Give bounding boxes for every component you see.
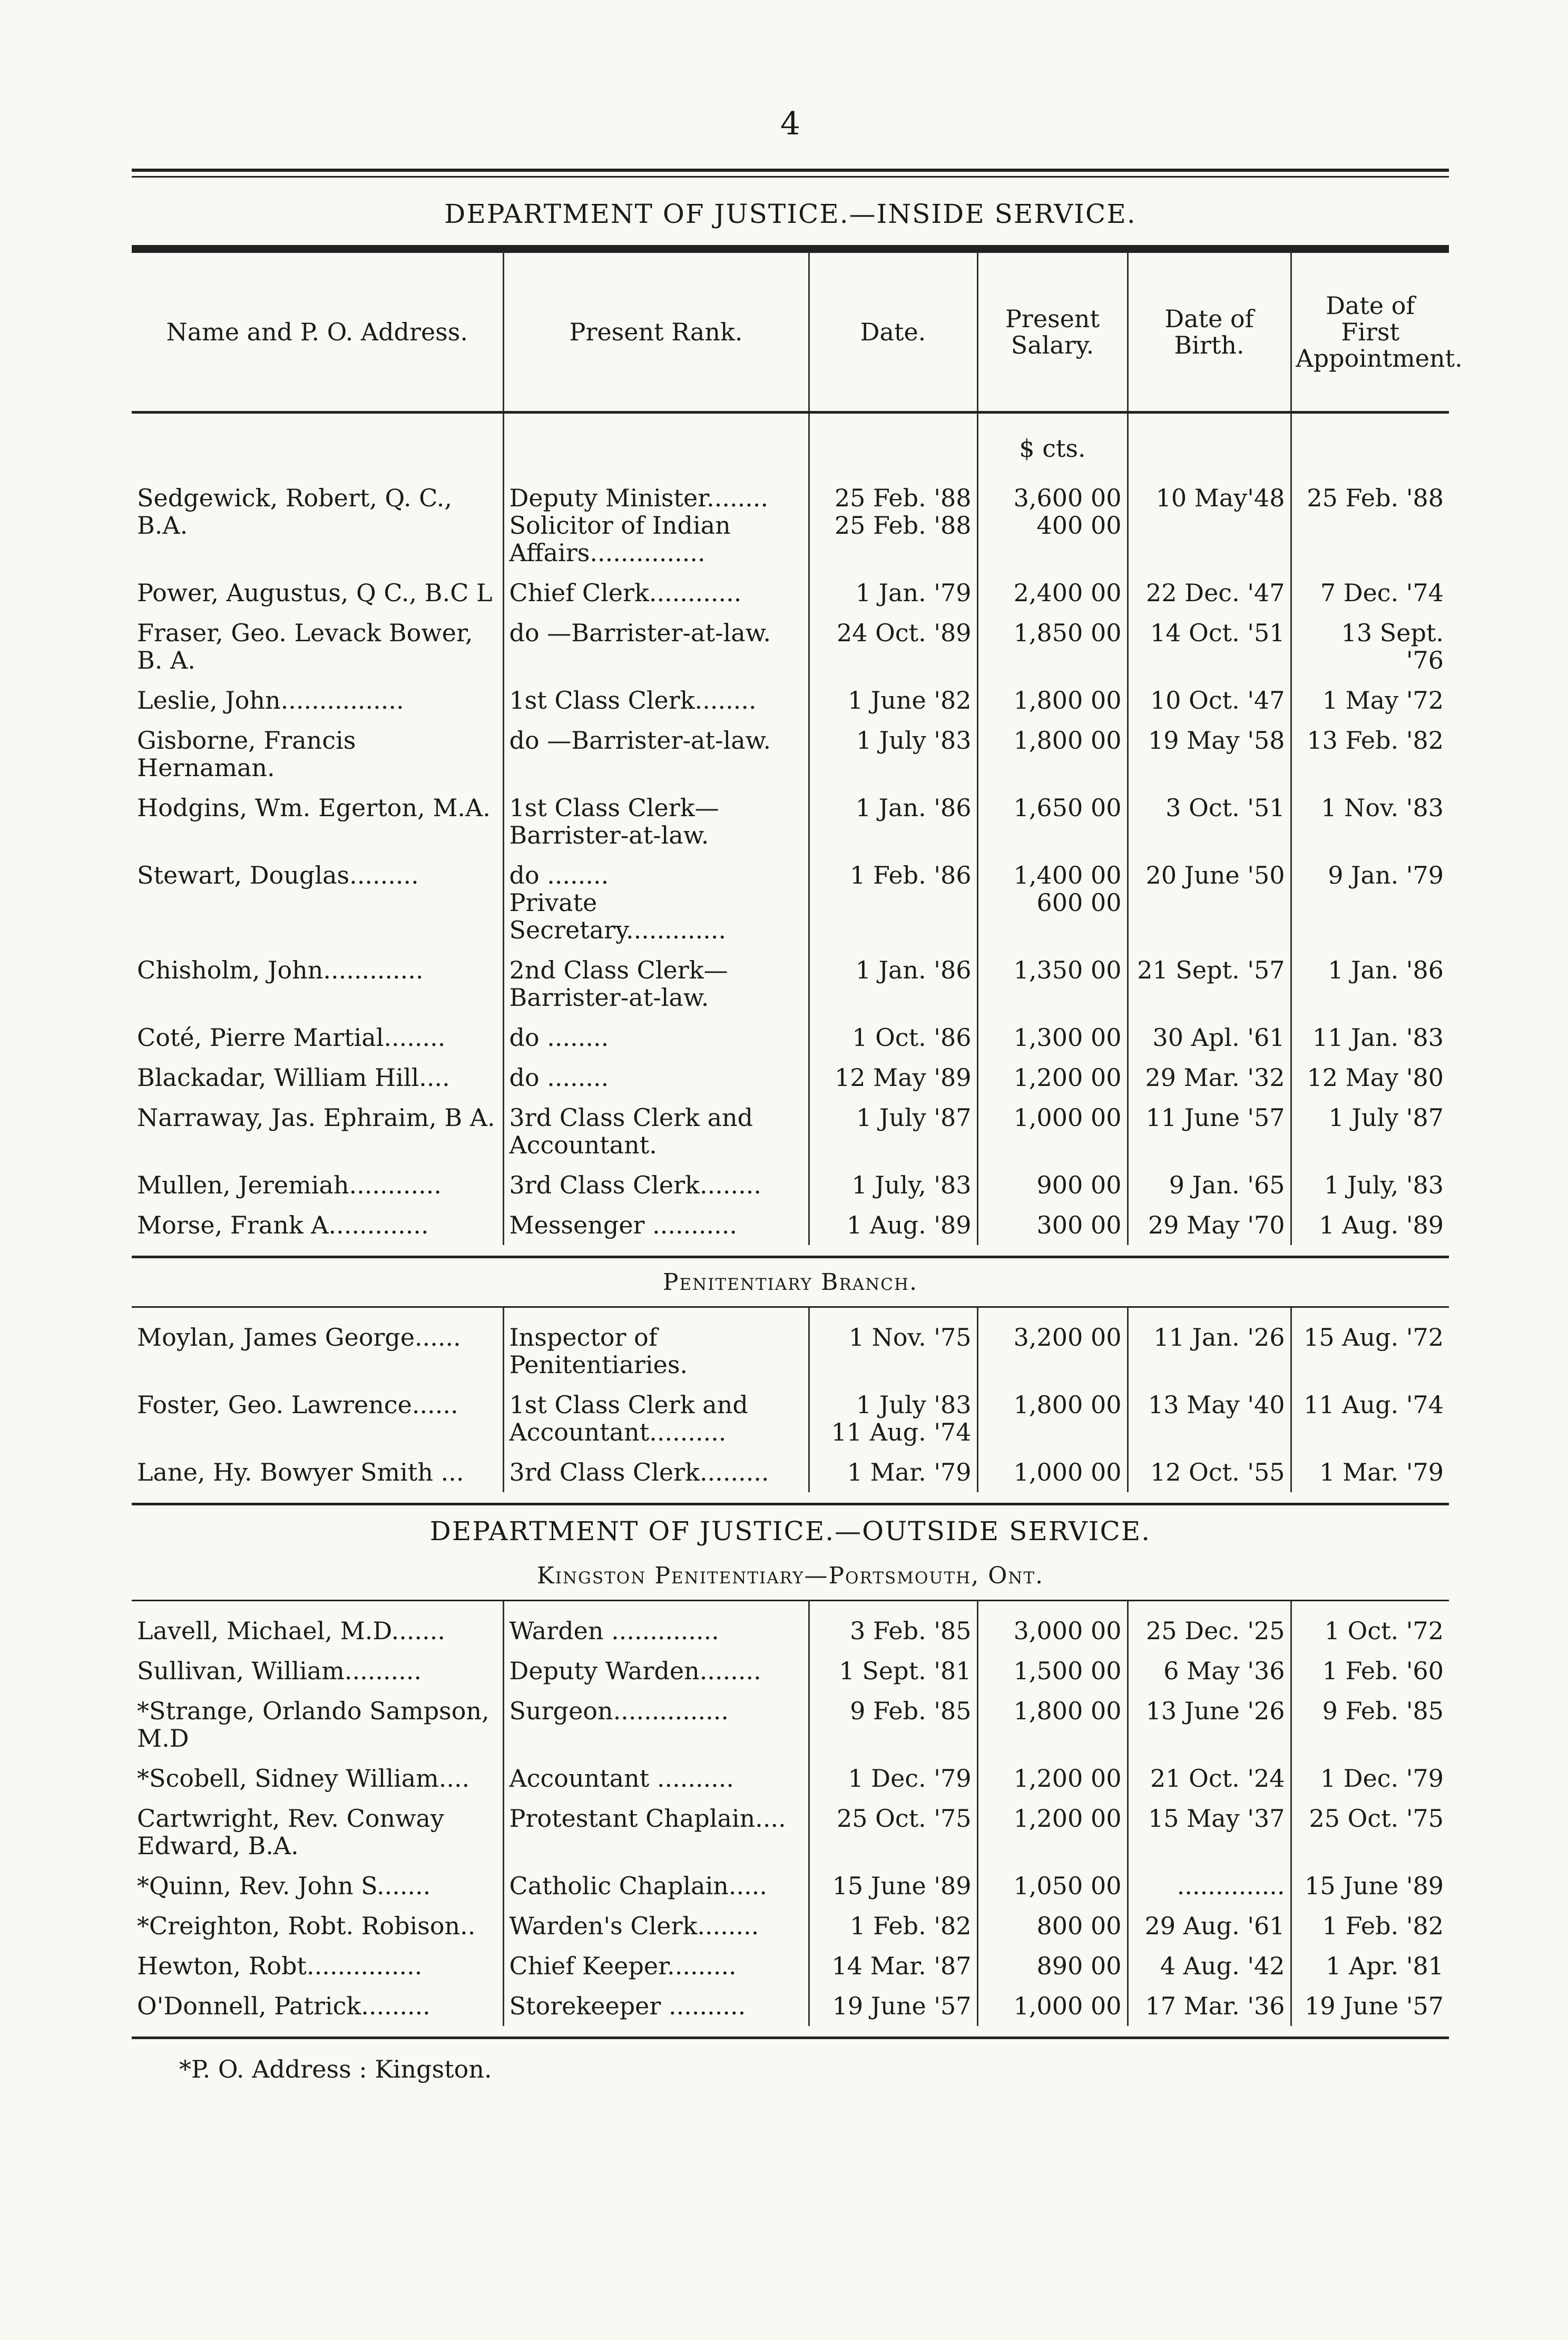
appointment-cell: 13 Feb. '82 [1291,720,1449,788]
birth-cell: 12 Oct. '55 [1128,1452,1291,1492]
table-row [132,1601,1449,1651]
name-cell: Power, Augustus, Q C., B.C L [137,579,493,607]
birth-cell: 22 Dec. '47 [1128,573,1291,613]
salary-cell: 1,850 00 [977,613,1128,680]
outside-service-table [132,1601,1449,2026]
bottom-rule [132,2037,1449,2039]
rank-cell: 1st Class Clerk........ [503,680,809,720]
rank-cell: Surgeon............... [503,1691,809,1758]
name-cell: Sullivan, William.......... [137,1657,422,1685]
appointment-cell: 9 Jan. '79 [1291,855,1449,950]
col-birth-header: Date of Birth. [1128,252,1291,413]
rank-cell: 3rd Class Clerk......... [503,1452,809,1492]
date-cell: 1 July '83 [809,720,977,788]
birth-cell: 21 Oct. '24 [1128,1758,1291,1798]
salary-cell: 1,300 00 [977,1017,1128,1058]
appointment-cell: 1 Jan. '86 [1291,950,1449,1017]
name-cell: Mullen, Jeremiah............ [137,1171,442,1199]
salary-units: $ cts. [977,413,1128,469]
rank-cell: do —Barrister-at-law. [503,720,809,788]
birth-cell: .............. [1128,1866,1291,1906]
date-cell: 1 Oct. '86 [809,1017,977,1058]
table-row [132,855,1449,950]
inside-service-heading: DEPARTMENT OF JUSTICE.—INSIDE SERVICE. [444,199,1136,229]
table-row [132,573,1449,613]
table-row [132,1651,1449,1691]
table-row [132,788,1449,855]
appointment-cell: 13 Sept. '76 [1291,613,1449,680]
rank-cell: Accountant .......... [503,1758,809,1798]
date-cell: 1 Jan. '86 [809,788,977,855]
date-cell: 1 Mar. '79 [809,1452,977,1492]
date-cell: 1 Feb. '82 [809,1906,977,1946]
salary-cell: 1,800 00 [977,680,1128,720]
appointment-cell: 7 Dec. '74 [1291,573,1449,613]
appointment-cell: 1 Nov. '83 [1291,788,1449,855]
birth-cell: 11 June '57 [1128,1098,1291,1165]
table-row [132,1058,1449,1098]
table-row [132,1906,1449,1946]
date-cell: 1 Aug. '89 [809,1205,977,1245]
rank-cell: do ........ Private Secretary............. [503,855,809,950]
birth-cell: 10 May'48 [1128,468,1291,573]
rank-cell: Protestant Chaplain.... [503,1798,809,1866]
date-cell: 14 Mar. '87 [809,1946,977,1986]
section-rule-2 [132,1503,1449,1505]
inside-service-rows [132,413,1449,1246]
birth-cell: 17 Mar. '36 [1128,1986,1291,2026]
birth-cell: 4 Aug. '42 [1128,1946,1291,1986]
name-cell: *Strange, Orlando Sampson, M.D [137,1697,489,1752]
name-cell: Gisborne, Francis Hernaman. [137,726,356,782]
salary-cell: 900 00 [977,1165,1128,1205]
birth-cell: 29 May '70 [1128,1205,1291,1245]
penitentiary-branch-heading: Penitentiary Branch. [662,1269,918,1296]
birth-cell: 14 Oct. '51 [1128,613,1291,680]
rank-cell: Storekeeper .......... [503,1986,809,2026]
salary-cell: 890 00 [977,1946,1128,1986]
rank-cell: Warden's Clerk........ [503,1906,809,1946]
salary-cell: 3,000 00 [977,1601,1128,1651]
rank-cell: Deputy Warden........ [503,1651,809,1691]
appointment-cell: 1 Dec. '79 [1291,1758,1449,1798]
rank-cell: Deputy Minister........ Solicitor of Indian Affairs............... [503,468,809,573]
col-name-header: Name and P. O. Address. [166,318,468,346]
table-row [132,613,1449,680]
date-cell: 24 Oct. '89 [809,613,977,680]
salary-cell: 1,800 00 [977,1691,1128,1758]
rank-cell: Warden .............. [503,1601,809,1651]
penitentiary-branch-table [132,1308,1449,1492]
table-row [132,1691,1449,1758]
table-row [132,1798,1449,1866]
appointment-cell: 1 July '87 [1291,1098,1449,1165]
appointment-cell: 9 Feb. '85 [1291,1691,1449,1758]
date-cell: 19 June '57 [809,1986,977,2026]
name-cell: *Quinn, Rev. John S....... [137,1872,431,1900]
name-cell: Narraway, Jas. Ephraim, B A. [137,1103,495,1132]
birth-cell: 29 Mar. '32 [1128,1058,1291,1098]
birth-cell: 29 Aug. '61 [1128,1906,1291,1946]
birth-cell: 11 Jan. '26 [1128,1308,1291,1385]
date-cell: 9 Feb. '85 [809,1691,977,1758]
name-cell: Cartwright, Rev. Conway Edward, B.A. [137,1804,444,1860]
appointment-cell: 12 May '80 [1291,1058,1449,1098]
birth-cell: 25 Dec. '25 [1128,1601,1291,1651]
salary-cell: 1,400 00 600 00 [977,855,1128,950]
birth-cell: 9 Jan. '65 [1128,1165,1291,1205]
appointment-cell: 15 Aug. '72 [1291,1308,1449,1385]
table-row [132,1758,1449,1798]
table-row [132,720,1449,788]
salary-cell: 2,400 00 [977,573,1128,613]
date-cell: 3 Feb. '85 [809,1601,977,1651]
table-row [132,1205,1449,1245]
appointment-cell: 19 June '57 [1291,1986,1449,2026]
date-cell: 12 May '89 [809,1058,977,1098]
date-cell: 1 Dec. '79 [809,1758,977,1798]
col-salary-header: Present Salary. [977,252,1128,413]
rank-cell: Catholic Chaplain..... [503,1866,809,1906]
appointment-cell: 11 Jan. '83 [1291,1017,1449,1058]
name-cell: Lavell, Michael, M.D....... [137,1617,445,1645]
table-row [132,680,1449,720]
rank-cell: Inspector of Penitentiaries. [503,1308,809,1385]
name-cell: Morse, Frank A............. [137,1211,429,1239]
salary-cell: 1,800 00 [977,720,1128,788]
rank-cell: do ........ [503,1058,809,1098]
date-cell: 1 June '82 [809,680,977,720]
table-row [132,1866,1449,1906]
name-cell: Chisholm, John............. [137,956,424,984]
rank-cell: 3rd Class Clerk........ [503,1165,809,1205]
rank-cell: do —Barrister-at-law. [503,613,809,680]
birth-cell: 10 Oct. '47 [1128,680,1291,720]
salary-cell: 1,350 00 [977,950,1128,1017]
birth-cell: 13 May '40 [1128,1385,1291,1452]
appointment-cell: 1 Feb. '60 [1291,1651,1449,1691]
table-row [132,950,1449,1017]
table-row [132,1017,1449,1058]
inside-service-table [132,251,1463,1245]
date-cell: 1 Feb. '86 [809,855,977,950]
appointment-cell: 1 Oct. '72 [1291,1601,1449,1651]
page-number: 4 [780,105,801,142]
name-cell: Hodgins, Wm. Egerton, M.A. [137,794,491,822]
name-cell: O'Donnell, Patrick......... [137,1992,430,2020]
birth-cell: 6 May '36 [1128,1651,1291,1691]
salary-cell: 3,200 00 [977,1308,1128,1385]
table-row [132,1946,1449,1986]
date-cell: 25 Oct. '75 [809,1798,977,1866]
appointment-cell: 1 May '72 [1291,680,1449,720]
name-cell: Coté, Pierre Martial........ [137,1023,446,1052]
col-date-header: Date. [809,252,977,413]
salary-cell: 3,600 00 400 00 [977,468,1128,573]
birth-cell: 15 May '37 [1128,1798,1291,1866]
date-cell: 1 Nov. '75 [809,1308,977,1385]
birth-cell: 19 May '58 [1128,720,1291,788]
salary-cell: 1,200 00 [977,1058,1128,1098]
top-double-rule [132,169,1449,178]
appointment-cell: 1 Apr. '81 [1291,1946,1449,1986]
table-row [132,1308,1449,1385]
date-cell: 1 Sept. '81 [809,1651,977,1691]
footnote: *P. O. Address : Kingston. [179,2055,492,2083]
salary-cell: 800 00 [977,1906,1128,1946]
name-cell: Foster, Geo. Lawrence...... [137,1391,458,1419]
birth-cell: 20 June '50 [1128,855,1291,950]
name-cell: Lane, Hy. Bowyer Smith ... [137,1458,464,1486]
appointment-cell: 25 Oct. '75 [1291,1798,1449,1866]
salary-cell: 1,000 00 [977,1452,1128,1492]
name-cell: *Scobell, Sidney William.... [137,1764,470,1793]
appointment-cell: 1 Mar. '79 [1291,1452,1449,1492]
salary-cell: 1,650 00 [977,788,1128,855]
rank-cell: Chief Keeper......... [503,1946,809,1986]
kingston-penitentiary-heading: Kingston Penitentiary—Portsmouth, Ont. [536,1562,1044,1589]
penitentiary-branch-rows [132,1308,1449,1492]
name-cell: Moylan, James George...... [137,1323,461,1352]
name-cell: Stewart, Douglas......... [137,861,419,889]
rank-cell: Messenger ........... [503,1205,809,1245]
birth-cell: 30 Apl. '61 [1128,1017,1291,1058]
rank-cell: 3rd Class Clerk and Accountant. [503,1098,809,1165]
heading-heavy-rule [132,245,1449,251]
birth-cell: 3 Oct. '51 [1128,788,1291,855]
date-cell: 1 Jan. '86 [809,950,977,1017]
table-row [132,1452,1449,1492]
table-row [132,468,1449,573]
salary-cell: 1,000 00 [977,1098,1128,1165]
appointment-cell: 15 June '89 [1291,1866,1449,1906]
name-cell: Fraser, Geo. Levack Bower, B. A. [137,619,473,674]
appointment-cell: 11 Aug. '74 [1291,1385,1449,1452]
appointment-cell: 1 Aug. '89 [1291,1205,1449,1245]
table-row [132,1986,1449,2026]
name-cell: Blackadar, William Hill.... [137,1063,450,1092]
name-cell: *Creighton, Robt. Robison.. [137,1912,476,1940]
rank-cell: 2nd Class Clerk—Barrister-at-law. [503,950,809,1017]
appointment-cell: 1 Feb. '82 [1291,1906,1449,1946]
date-cell: 15 June '89 [809,1866,977,1906]
date-cell: 1 July, '83 [809,1165,977,1205]
salary-cell: 300 00 [977,1205,1128,1245]
units-row [132,413,1449,469]
rank-cell: do ........ [503,1017,809,1058]
rank-cell: 1st Class Clerk and Accountant.......... [503,1385,809,1452]
date-cell: 25 Feb. '88 25 Feb. '88 [809,468,977,573]
rank-cell: Chief Clerk............ [503,573,809,613]
salary-cell: 1,800 00 [977,1385,1128,1452]
salary-cell: 1,000 00 [977,1986,1128,2026]
table-row [132,1098,1449,1165]
salary-cell: 1,050 00 [977,1866,1128,1906]
birth-cell: 21 Sept. '57 [1128,950,1291,1017]
table-row [132,1385,1449,1452]
date-cell: 1 July '87 [809,1098,977,1165]
document-page [132,105,1463,2083]
appointment-cell: 25 Feb. '88 [1291,468,1449,573]
salary-cell: 1,500 00 [977,1651,1128,1691]
name-cell: Sedgewick, Robert, Q. C., B.A. [137,484,452,540]
outside-service-rows [132,1601,1449,2026]
table-row [132,1165,1449,1205]
name-cell: Leslie, John................ [137,686,404,714]
salary-cell: 1,200 00 [977,1798,1128,1866]
birth-cell: 13 June '26 [1128,1691,1291,1758]
salary-cell: 1,200 00 [977,1758,1128,1798]
column-header-row [132,252,1449,413]
section-rule [132,1256,1449,1258]
date-cell: 1 Jan. '79 [809,573,977,613]
appointment-cell: 1 July, '83 [1291,1165,1449,1205]
col-rank-header: Present Rank. [503,252,809,413]
outside-service-heading: DEPARTMENT OF JUSTICE.—OUTSIDE SERVICE. [429,1516,1151,1546]
date-cell: 1 July '83 11 Aug. '74 [809,1385,977,1452]
col-appointment-header: Date of First Appointment. [1291,252,1449,413]
rank-cell: 1st Class Clerk—Barrister-at-law. [503,788,809,855]
name-cell: Hewton, Robt............... [137,1952,423,1980]
